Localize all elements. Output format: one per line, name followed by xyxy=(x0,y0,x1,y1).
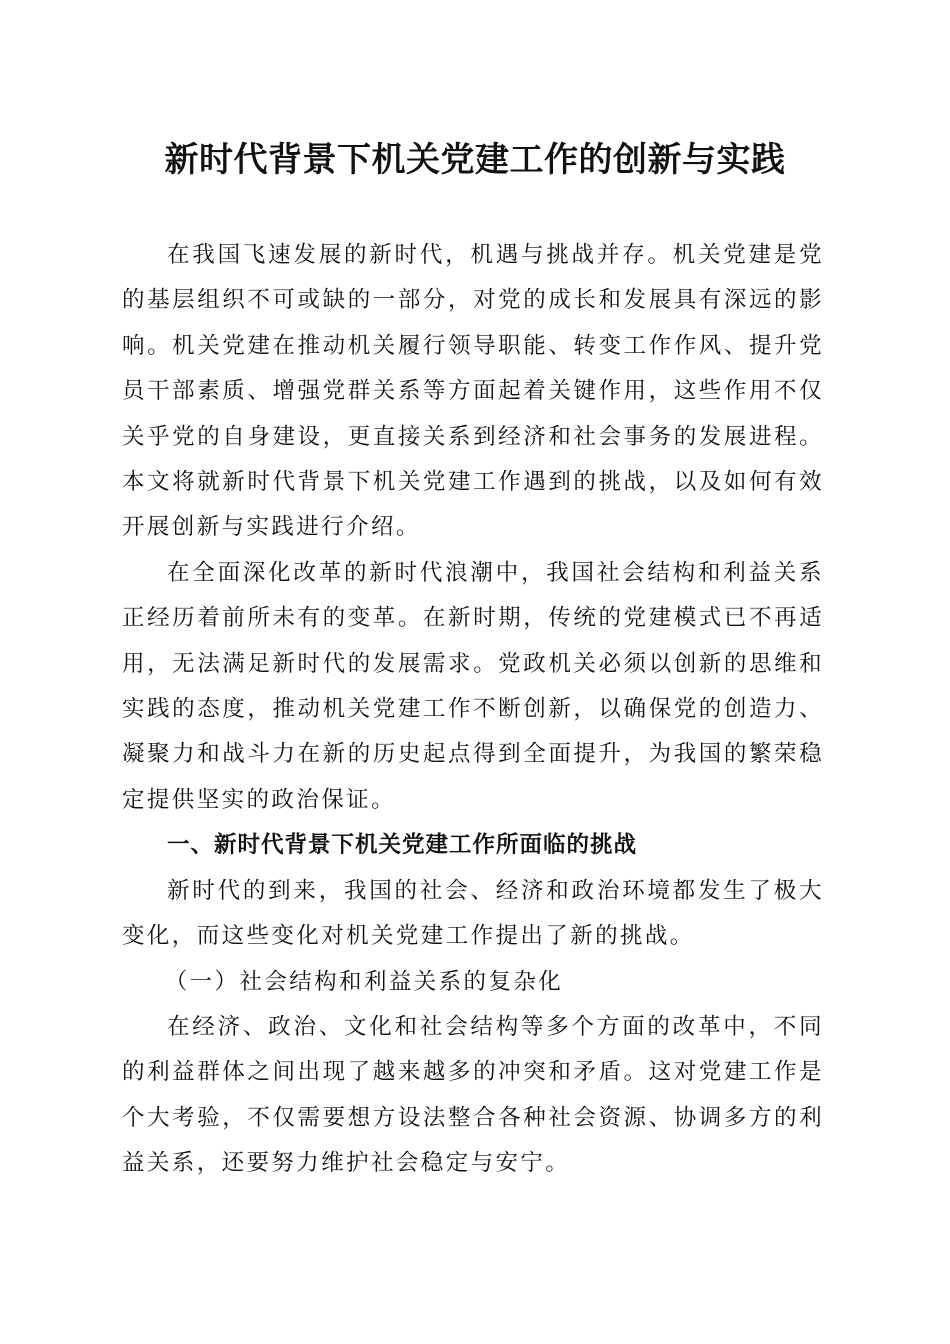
subsection-1-paragraph: 在经济、政治、文化和社会结构等多个方面的改革中，不同的利益群体之间出现了越来越多的冲突和矛盾。这对党建工作是个大考验，不仅需要想方设法整合各种社会资源、协调多方的利益关系，还要努力维护社会稳定与安宁。 xyxy=(122,1013,824,1177)
section-1-intro: 新时代的到来，我国的社会、经济和政治环境都发生了极大变化，而这些变化对机关党建工作提出了新的挑战。 xyxy=(122,877,824,950)
intro-paragraph-1: 在我国飞速发展的新时代，机遇与挑战并存。机关党建是党的基层组织不可或缺的一部分，对党的成长和发展具有深远的影响。机关党建在推动机关履行领导职能、转变工作作风、提升党员干部素质、增强党群关系等方面起着关键作用，这些作用不仅关乎党的自身建设，更直接关系到经济和社会事务的发展进程。本文将就新时代背景下机关党建工作遇到的挑战，以及如何有效开展创新与实践进行介绍。 xyxy=(122,242,824,541)
intro-paragraph-2: 在全面深化改革的新时代浪潮中，我国社会结构和利益关系正经历着前所未有的变革。在新时期，传统的党建模式已不再适用，无法满足新时代的发展需求。党政机关必须以创新的思维和实践的态度，推动机关党建工作不断创新，以确保党的创造力、凝聚力和战斗力在新的历史起点得到全面提升，为我国的繁荣稳定提供坚实的政治保证。 xyxy=(122,559,824,813)
section-heading-1: 一、新时代背景下机关党建工作所面临的挑战 xyxy=(167,832,638,859)
subsection-heading-1: （一）社会结构和利益关系的复杂化 xyxy=(164,968,564,995)
document-title: 新时代背景下机关党建工作的创新与实践 xyxy=(164,140,786,180)
document-body xyxy=(122,233,824,1187)
